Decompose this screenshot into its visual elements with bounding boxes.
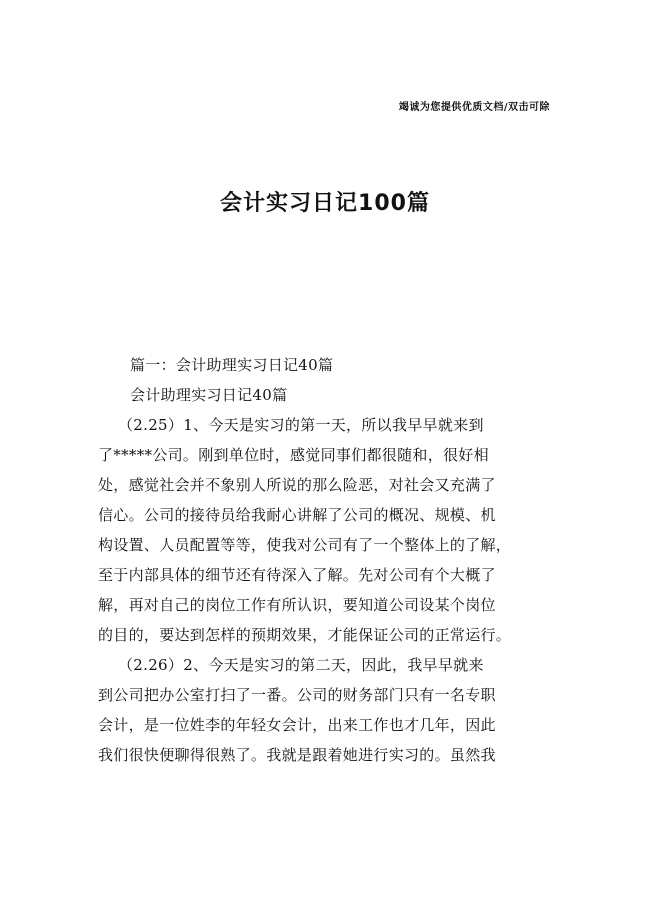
document-title: 会计实习日记100篇	[220, 191, 430, 216]
paragraph-line: 了*****公司。刚到单位时，感觉同事们都很随和，很好相	[98, 446, 489, 464]
paragraph-line: （2.26）2、今天是实习的第二天，因此，我早早就来	[118, 656, 484, 674]
document-body	[98, 350, 550, 770]
paragraph-line: 解，再对自己的岗位工作有所认识，要知道公司设某个岗位	[98, 596, 496, 614]
section-heading: 篇一：会计助理实习日记40篇	[130, 356, 334, 374]
paragraph-line: 会计，是一位姓李的年轻女会计，出来工作也才几年，因此	[98, 716, 496, 734]
paragraph-line: 的目的，要达到怎样的预期效果，才能保证公司的正常运行。	[98, 626, 512, 644]
sub-heading: 会计助理实习日记40篇	[130, 386, 288, 404]
paragraph-line: 构设置、人员配置等等，使我对公司有了一个整体上的了解，	[98, 536, 512, 554]
header-note: 竭诚为您提供优质文档/双击可除	[398, 102, 550, 113]
paragraph-line: 信心。公司的接待员给我耐心讲解了公司的概况、规模、机	[98, 506, 496, 524]
paragraph-line: 到公司把办公室打扫了一番。公司的财务部门只有一名专职	[98, 686, 496, 704]
paragraph-line: （2.25）1、今天是实习的第一天，所以我早早就来到	[118, 416, 484, 434]
paragraph-line: 处，感觉社会并不象别人所说的那么险恶，对社会又充满了	[98, 476, 496, 494]
paragraph-line: 至于内部具体的细节还有待深入了解。先对公司有个大概了	[98, 566, 496, 584]
paragraph-line: 我们很快便聊得很熟了。我就是跟着她进行实习的。虽然我	[98, 746, 496, 764]
